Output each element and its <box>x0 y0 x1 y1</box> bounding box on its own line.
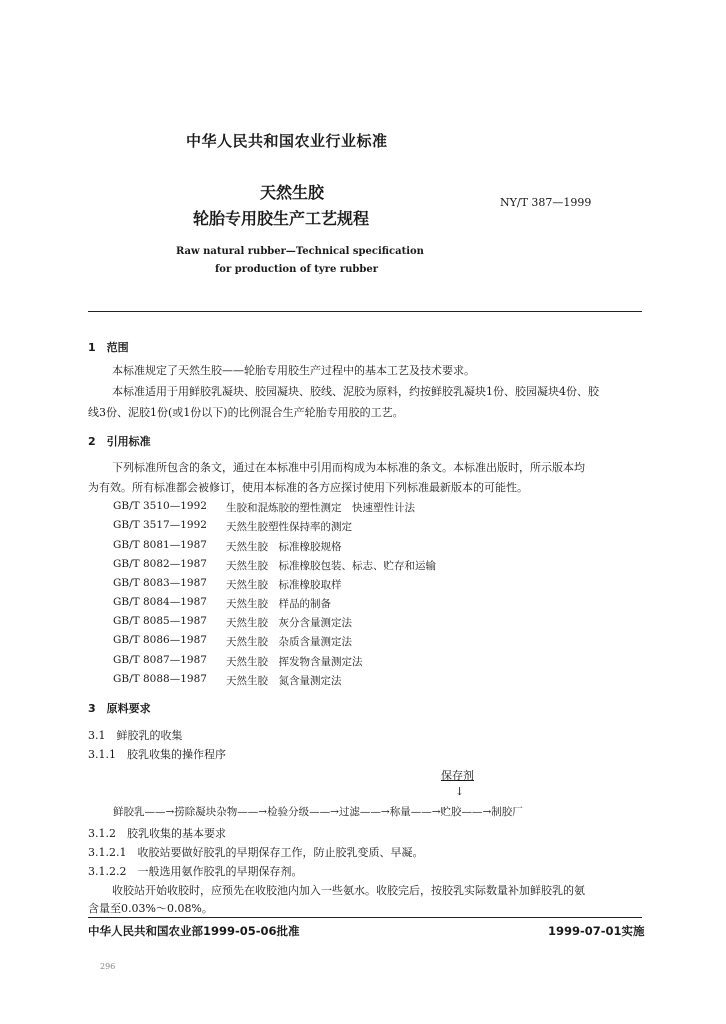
reference-title: 天然生胶 杂质含量测定法 <box>226 636 352 648</box>
section-3-1-1-heading: 3.1.1 胶乳收集的操作程序 <box>88 748 226 761</box>
section-3-1-2-2: 3.1.2.2 一般选用氨作胶乳的早期保存剂。 <box>88 865 303 878</box>
reference-code: GB/T 8087—1987 <box>113 654 207 666</box>
reference-code: GB/T 8085—1987 <box>113 615 207 627</box>
section-2-paragraph-1b: 为有效。所有标准都会被修订，使用本标准的各方应探讨使用下列标准最新版本的可能性。 <box>88 481 528 494</box>
section-3-1-heading: 3.1 鲜胶乳的收集 <box>88 729 183 742</box>
section-2-heading: 2 引用标准 <box>88 435 151 448</box>
reference-code: GB/T 8084—1987 <box>113 596 207 608</box>
title-line-1: 天然生胶 <box>260 183 325 202</box>
reference-code: GB/T 8088—1987 <box>113 673 207 685</box>
page-number: 296 <box>100 962 116 971</box>
standard-number: NY/T 387—1999 <box>500 196 592 209</box>
section-1-paragraph-1: 本标准规定了天然生胶——轮胎专用胶生产过程中的基本工艺及技术要求。 <box>112 364 475 377</box>
reference-code: GB/T 8082—1987 <box>113 558 207 570</box>
reference-code: GB/T 8081—1987 <box>113 539 207 551</box>
reference-title: 生胶和混炼胶的塑性测定 快速塑性计法 <box>226 502 415 514</box>
implementation-date: 1999-07-01实施 <box>548 924 645 938</box>
approval-date: 中华人民共和国农业部1999-05-06批准 <box>88 924 300 938</box>
section-2-paragraph-1a: 下列标准所包含的条文，通过在本标准中引用而构成为本标准的条文。本标准出版时，所示版本均 <box>112 461 585 474</box>
title-line-2: 轮胎专用胶生产工艺规程 <box>193 209 370 228</box>
english-title-line-1: Raw natural rubber—Technical specification <box>176 246 424 257</box>
reference-title: 天然生胶塑性保持率的测定 <box>226 521 352 533</box>
section-3-1-2-1: 3.1.2.1 收胶站要做好胶乳的早期保存工作，防止胶乳变质、早凝。 <box>88 846 424 859</box>
reference-title: 天然生胶 灰分含量测定法 <box>226 617 352 629</box>
reference-title: 天然生胶 标准橡胶取样 <box>226 579 342 591</box>
flow-down-arrow-icon: ↓ <box>455 785 465 798</box>
section-3-1-2-2-paragraph-b: 含量至0.03%～0.08%。 <box>88 902 213 915</box>
section-1-paragraph-2a: 本标准适用于用鲜胶乳凝块、胶园凝块、胶线、泥胶为原料，约按鲜胶乳凝块1份、胶园凝块4份、胶 <box>112 385 599 398</box>
reference-code: GB/T 3517—1992 <box>113 519 207 531</box>
reference-code: GB/T 8083—1987 <box>113 577 207 589</box>
issuing-body: 中华人民共和国农业行业标准 <box>186 132 388 150</box>
section-3-1-2-2-paragraph-a: 收胶站开始收胶时，应预先在收胶池内加入一些氨水。收胶完后，按胶乳实际数量补加鲜胶乳的氨 <box>112 884 585 897</box>
reference-title: 天然生胶 样品的制备 <box>226 598 331 610</box>
english-title-line-2: for production of tyre rubber <box>215 264 378 275</box>
reference-code: GB/T 3510—1992 <box>113 500 207 512</box>
section-1-paragraph-2b: 线3份、泥胶1份(或1份以下)的比例混合生产轮胎专用胶的工艺。 <box>88 406 404 419</box>
reference-title: 天然生胶 氮含量测定法 <box>226 675 342 687</box>
header-divider <box>88 311 642 312</box>
process-flow-line: 鲜胶乳——→捞除凝块杂物——→检验分级——→过滤——→称量——→贮胶——→制胶厂 <box>113 806 523 818</box>
reference-title: 天然生胶 标准橡胶包装、标志、贮存和运输 <box>226 560 436 572</box>
reference-title: 天然生胶 挥发物含量测定法 <box>226 656 363 668</box>
flow-preservative-label: 保存剂 <box>441 769 474 782</box>
section-1-heading: 1 范围 <box>88 341 129 354</box>
section-3-heading: 3 原料要求 <box>88 702 151 715</box>
reference-title: 天然生胶 标准橡胶规格 <box>226 541 342 553</box>
footer-divider <box>88 917 642 918</box>
section-3-1-2-heading: 3.1.2 胶乳收集的基本要求 <box>88 827 226 840</box>
reference-code: GB/T 8086—1987 <box>113 634 207 646</box>
